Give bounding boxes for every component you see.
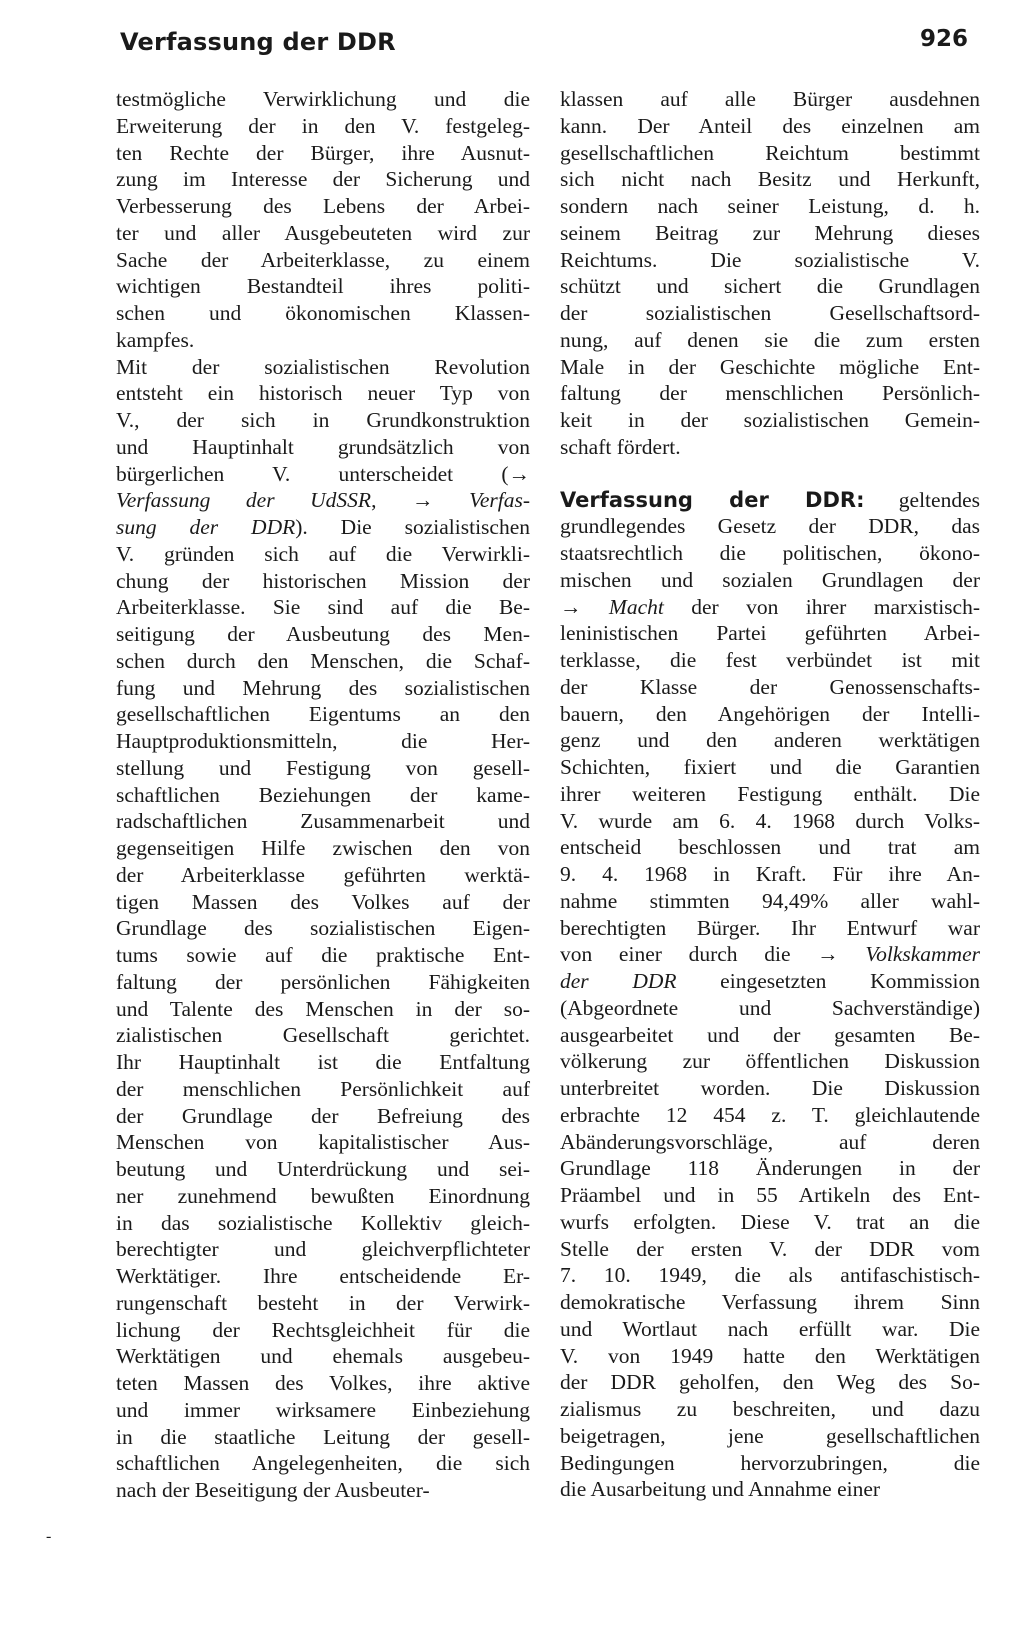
text-line: mischen und sozialen Grundlagen der	[560, 567, 980, 592]
entry-body	[560, 513, 980, 1503]
text-line: staatsrechtlich die politischen, ökono-	[560, 541, 980, 565]
text-line: (Abgeordnete und Sachverständige)	[560, 995, 980, 1020]
text-line: demokratische Verfassung ihrem Sinn	[560, 1290, 980, 1314]
entry-headword: Verfassung der DDR:	[560, 487, 865, 512]
running-head: Verfassung der DDR	[120, 28, 396, 56]
text-line: V. gründen sich auf die Verwirkli-	[116, 541, 530, 566]
text-line: gegenseitigen Hilfe zwischen den von	[116, 836, 530, 860]
text-line: Menschen von kapitalistischer Aus-	[116, 1130, 530, 1155]
text-line: Reichtums. Die sozialistische V.	[560, 247, 980, 272]
text-line: ner zunehmend bewußten Einordnung	[116, 1183, 530, 1208]
text-line: die Ausarbeitung und Annahme einer	[560, 1477, 881, 1502]
text-line: kann. Der Anteil des einzelnen am	[560, 113, 980, 138]
text-line: berechtigter und gleichverpflichteter	[116, 1237, 530, 1262]
text-line: wurfs erfolgten. Diese V. trat an die	[560, 1209, 980, 1234]
text-line: zung im Interesse der Sicherung und	[116, 167, 530, 192]
text-line: klassen auf alle Bürger ausdehnen	[560, 87, 980, 111]
text-line: der DDR eingesetzten Kommission	[560, 969, 980, 993]
text-line: gesellschaftlichen Eigentums an den	[116, 702, 530, 727]
text-line: Arbeiterklasse. Sie sind auf die Be-	[116, 595, 530, 620]
text-line: seitigung der Ausbeutung des Men-	[116, 622, 530, 646]
text-line: leninistischen Partei geführten Arbei-	[560, 621, 980, 646]
right-column	[560, 86, 980, 1503]
text-line: Erweiterung der in den V. festgeleg-	[116, 113, 530, 138]
text-line: Werktätiger. Ihre entscheidende Er-	[116, 1264, 530, 1288]
left-column	[116, 86, 530, 1504]
text-line: tigen Massen des Volkes auf der	[116, 889, 530, 914]
text-line: gesellschaftlichen Reichtum bestimmt	[560, 140, 980, 165]
text-line: in das sozialistische Kollektiv gleich-	[116, 1210, 530, 1235]
text-line: Bedingungen hervorzubringen, die	[560, 1450, 980, 1475]
text-line: entsteht ein historisch neuer Typ von	[116, 381, 530, 406]
entry-first-line	[560, 487, 980, 514]
text-line: der sozialistischen Gesellschaftsord-	[560, 301, 980, 325]
text-line: fung und Mehrung des sozialistischen	[116, 675, 530, 700]
text-line: lichung der Rechtsgleichheit für die	[116, 1317, 530, 1342]
text-line: Hauptproduktionsmitteln, die Her-	[116, 729, 530, 753]
text-line: radschaftlichen Zusammenarbeit und	[116, 809, 530, 834]
text-line: 7. 10. 1949, die als antifaschistisch-	[560, 1263, 980, 1288]
text-line: testmögliche Verwirklichung und die	[116, 87, 530, 111]
text-line: ter und aller Ausgebeuteten wird zur	[116, 220, 530, 245]
text-line: faltung der menschlichen Persönlich-	[560, 381, 980, 406]
text-line: schen durch den Menschen, die Schaf-	[116, 648, 530, 673]
text-line: nung, auf denen sie die zum ersten	[560, 327, 980, 352]
text-line: schaftlichen Angelegenheiten, die sich	[116, 1451, 530, 1476]
text-line: beutung und Unterdrückung und sei-	[116, 1157, 530, 1181]
text-line: ten Rechte der Bürger, ihre Ausnut-	[116, 140, 530, 165]
text-line: Ihr Hauptinhalt ist die Entfaltung	[116, 1050, 530, 1074]
text-line: unterbreitet worden. Die Diskussion	[560, 1076, 980, 1100]
text-line: berechtigten Bürger. Ihr Entwurf war	[560, 915, 980, 940]
text-line: sich nicht nach Besitz und Herkunft,	[560, 167, 980, 192]
text-line: und Wortlaut nach erfüllt war. Die	[560, 1316, 980, 1341]
text-line: V., der sich in Grundkonstruktion	[116, 408, 530, 432]
text-line: ihrer weiteren Festigung enthält. Die	[560, 781, 980, 806]
text-line: V. wurde am 6. 4. 1968 durch Volks-	[560, 808, 980, 833]
text-line: Grundlage 118 Änderungen in der	[560, 1156, 980, 1181]
text-line: und immer wirksamere Einbeziehung	[116, 1397, 530, 1422]
text-line: Grundlage des sozialistischen Eigen-	[116, 916, 530, 941]
text-line: V. von 1949 hatte den Werktätigen	[560, 1343, 980, 1368]
text-line: wichtigen Bestandteil ihres politi-	[116, 274, 530, 299]
text-line: der menschlichen Persönlichkeit auf	[116, 1076, 530, 1101]
text-line: zialistischen Gesellschaft gerichtet.	[116, 1023, 530, 1048]
text-line: Abänderungsvorschläge, auf deren	[560, 1129, 980, 1154]
text-line: schaftlichen Beziehungen der kame-	[116, 782, 530, 807]
text-line: Stelle der ersten V. der DDR vom	[560, 1236, 980, 1261]
text-line: Schichten, fixiert und die Garantien	[560, 755, 980, 779]
text-line: tums sowie auf die praktische Ent-	[116, 943, 530, 967]
text-line: sondern nach seiner Leistung, d. h.	[560, 194, 980, 218]
text-line: und Talente des Menschen in der so-	[116, 996, 530, 1021]
text-line: beigetragen, jene gesellschaftlichen	[560, 1423, 980, 1448]
text-line: bürgerlichen V. unterscheidet (→	[116, 461, 530, 486]
text-line: sung der DDR). Die sozialistischen	[116, 515, 530, 539]
text-line: der Grundlage der Befreiung des	[116, 1103, 530, 1128]
page-number: 926	[919, 26, 968, 52]
text-line: keit in der sozialistischen Gemein-	[560, 408, 980, 432]
text-line: Werktätigen und ehemals ausgebeu-	[116, 1344, 530, 1369]
text-line: → Macht der von ihrer marxistisch-	[560, 594, 981, 619]
text-line: Male in der Geschichte mögliche Ent-	[560, 354, 980, 379]
text-line: seinem Beitrag zur Mehrung dieses	[560, 220, 980, 245]
text-line: ausgearbeitet und der gesamten Be-	[560, 1022, 980, 1047]
text-line: zialismus zu beschreiten, und dazu	[560, 1397, 980, 1421]
text-line: rungenschaft besteht in der Verwirk-	[116, 1290, 530, 1315]
text-line: Verbesserung des Lebens der Arbei-	[116, 194, 530, 218]
text-line: entscheid beschlossen und trat am	[560, 835, 980, 860]
text-line: 9. 4. 1968 in Kraft. Für ihre An-	[560, 862, 980, 886]
text-line: Verfassung der UdSSR, → Verfas-	[116, 488, 531, 513]
text-line: der Arbeiterklasse geführten werktä-	[116, 862, 530, 887]
text-line: genz und den anderen werktätigen	[560, 728, 980, 753]
text-line: und Hauptinhalt grundsätzlich von	[116, 434, 530, 459]
text-line: chung der historischen Mission der	[116, 568, 530, 593]
text-line: kampfes.	[116, 327, 195, 352]
text-line: Mit der sozialistischen Revolution	[116, 354, 530, 379]
text-line: Präambel und in 55 Artikeln des Ent-	[560, 1183, 980, 1207]
text-line: erbrachte 12 454 z. T. gleichlautende	[560, 1102, 980, 1127]
paragraph-gap	[560, 461, 980, 487]
entry-first-line-text: geltendes	[864, 487, 980, 512]
text-line: teten Massen des Volkes, ihre aktive	[116, 1371, 530, 1395]
margin-mark: -	[46, 1528, 52, 1545]
text-line: Sache der Arbeiterklasse, zu einem	[116, 247, 530, 272]
text-line: faltung der persönlichen Fähigkeiten	[116, 969, 530, 994]
text-line: der DDR geholfen, den Weg des So-	[560, 1370, 980, 1395]
text-line: völkerung zur öffentlichen Diskussion	[560, 1049, 980, 1074]
text-line: in die staatliche Leitung der gesell-	[116, 1424, 530, 1449]
text-line: stellung und Festigung von gesell-	[116, 755, 530, 780]
right-column-continuation	[560, 86, 980, 461]
text-line: der Klasse der Genossenschafts-	[560, 674, 980, 699]
text-line: schen und ökonomischen Klassen-	[116, 301, 530, 325]
text-line: nach der Beseitigung der Ausbeuter-	[116, 1478, 430, 1502]
text-line: schützt und sichert die Grundlagen	[560, 274, 980, 299]
text-line: terklasse, die fest verbündet ist mit	[560, 648, 980, 672]
text-line: schaft fördert.	[560, 434, 681, 459]
text-line: von einer durch die → Volkskammer	[560, 942, 980, 967]
text-line: nahme stimmten 94,49% aller wahl-	[560, 888, 980, 913]
text-line: bauern, den Angehörigen der Intelli-	[560, 701, 980, 726]
text-line: grundlegendes Gesetz der DDR, das	[560, 514, 980, 539]
